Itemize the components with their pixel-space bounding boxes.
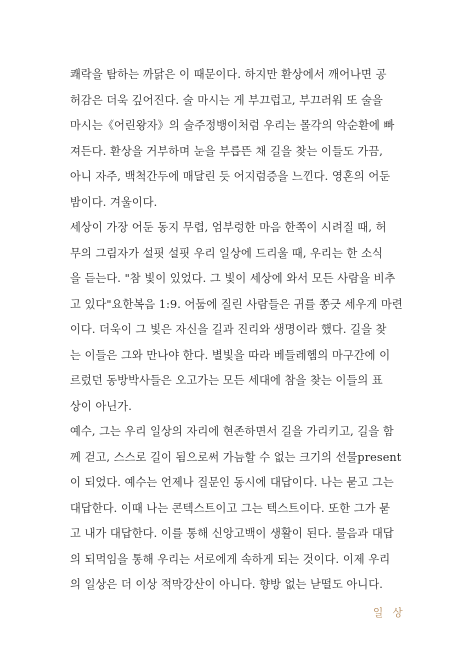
- text-line: 의 일상은 더 이상 적막강산이 아니다. 향방 없는 낟떨도 아니다.: [70, 578, 383, 591]
- text-line: 밤이다. 겨울이다.: [70, 195, 158, 209]
- text-line: 대답한다. 이때 나는 콘텍스트이고 그는 텍스트이다. 또한 그가 묻: [70, 501, 391, 515]
- paragraph-1: [70, 62, 395, 215]
- paragraph-3: [70, 419, 402, 598]
- text-line: 이다. 더욱이 그 빛은 자신을 길과 진리와 생명이라 했다. 길을 찾: [70, 323, 387, 336]
- text-line: 예수, 그는 우리 일상의 자리에 현존하면서 길을 가리키고, 길을 함: [70, 425, 394, 438]
- text-line: 께 걷고, 스스로 길이 됨으로써 가늠할 수 없는 크기의 선물present: [70, 450, 402, 464]
- text-line: 고 있다"요한복음 1:9. 어둠에 질린 사람들은 귀를 쫑긋 세우게 마련: [70, 297, 403, 311]
- text-line: 을 듣는다. "참 빛이 있었다. 그 빛이 세상에 와서 모든 사람을 비추: [70, 272, 396, 285]
- text-line: 무의 그림자가 설핏 설핏 우리 일상에 드리울 때, 우리는 한 소식: [70, 246, 383, 260]
- text-line: 르렀던 동방박사들은 오고가는 모든 세대에 참을 찾는 이들의 표: [70, 374, 383, 387]
- text-line: 세상이 가장 어둔 동지 무렵, 엄부렁한 마음 한쪽이 시려질 때, 허: [70, 221, 387, 234]
- text-line: 아니 자주, 백척간두에 매달린 듯 어지럼증을 느낀다. 영혼의 어둔: [70, 170, 391, 183]
- text-line: 져든다. 환상을 거부하며 눈을 부릅뜬 채 길을 찾는 이들도 가끔,: [70, 144, 383, 158]
- text-line: 이 되었다. 예수는 언제나 질문인 동시에 대답이다. 나는 묻고 그는: [70, 476, 394, 489]
- paragraph-2: [70, 215, 403, 419]
- text-line: 허감은 더욱 깊어진다. 술 마시는 게 부끄럽고, 부끄러워 또 술을: [70, 93, 383, 107]
- text-line: 고 내가 대답한다. 이를 통해 신앙고백이 생활이 된다. 물음과 대답: [70, 527, 394, 540]
- text-line: 는 이들은 그와 만나야 한다. 별빛을 따라 베들레헴의 마구간에 이: [70, 348, 391, 362]
- text-line: 쾌락을 탐하는 까닭은 이 때문이다. 하지만 환상에서 깨어나면 공: [70, 68, 387, 81]
- text-line: 상이 아닌가.: [70, 399, 132, 413]
- running-footer-section-title: 일 상: [373, 607, 406, 619]
- body-text: [70, 62, 403, 598]
- text-line: 의 되먹임을 통해 우리는 서로에게 속하게 되는 것이다. 이제 우리: [70, 552, 391, 566]
- text-line: 마시는《어린왕자》의 술주정뱅이처럼 우리는 몰각의 악순환에 빠: [70, 119, 395, 132]
